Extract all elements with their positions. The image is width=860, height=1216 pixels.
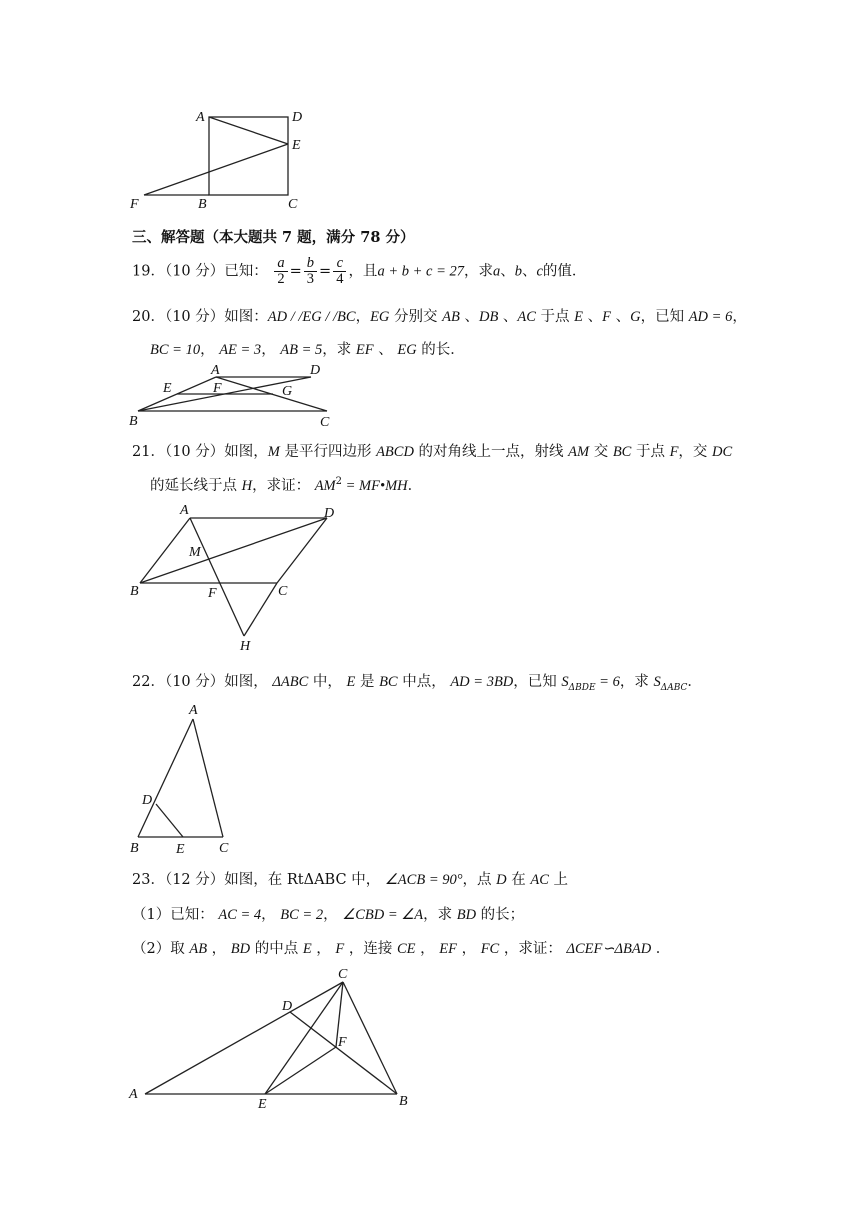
q20-sep: 、 [459,309,479,325]
q23-end: ． [651,941,671,957]
q23-bc-val: BC = 2 [280,907,324,923]
label-d: D [310,363,321,378]
q22-eq6: = 6 [595,674,620,690]
label-d: D [142,793,153,808]
q23-intro: 23．（12 分）如图，在 [132,872,287,888]
q21-exponent: 2 [335,476,343,488]
q20-eg: EG [370,309,390,325]
q23-text: 中， [346,872,385,888]
frac-numerator: b [304,256,317,272]
q20-e: E [574,309,584,325]
q22-text: 是 [355,674,380,690]
question-23-part1 [132,903,524,924]
label-f: F [208,586,217,601]
q20-text: 于点 [535,309,575,325]
q20-sep: ， [355,309,371,325]
q23-text: ，求 [423,907,457,923]
q20-text: ，已知 [640,309,689,325]
label-e: E [292,138,301,153]
segment-ch [244,583,277,636]
segment-cd [277,518,327,583]
label-a: A [180,503,189,518]
q23-ce: CE [397,941,416,957]
q20-parallel: AD / /EG / /BC [267,309,356,325]
q23-text: 的长； [476,907,525,923]
label-e: E [163,381,172,396]
segment-bd [140,518,327,583]
q21-dc: DC [712,444,733,460]
label-a: A [196,110,205,125]
q21-mfmh: = MF•MH [342,478,408,494]
label-b: B [130,841,139,856]
q21-h: H [241,478,253,494]
q20-sep: 、 [373,342,398,358]
q19-score: （10 分） [164,263,225,280]
q23-ab: AB [189,941,208,957]
q23-text: 上 [548,872,568,888]
q22-text: 中， [308,674,347,690]
q22-e: E [346,674,356,690]
q19-text-and: ，且 [348,263,378,280]
q22-text: 中点， [397,674,451,690]
q19-number: 19． [132,263,165,280]
q23-ac: AC [530,872,549,888]
q22-text: ，求 [619,674,654,690]
q20-ac: AC [517,309,536,325]
q23-p2-label: （2）取 [132,941,190,957]
segment-ab [140,518,190,583]
q23-angle-eq: ∠CBD = ∠A [342,907,424,923]
q20-text: ，求 [322,342,356,358]
q23-ac-val: AC = 4 [218,907,262,923]
segment-de [156,804,183,837]
q21-text: 交 [589,444,613,460]
q23-e: E [302,941,312,957]
segment-ec [265,982,343,1094]
figure-top [120,100,320,215]
q21-am-sq: AM [314,478,336,494]
q21-bc: BC [612,444,632,460]
q23-sep: ， [207,941,231,957]
q20-f: F [602,309,611,325]
q21-end: ． [407,478,423,494]
fraction-b-over-3 [304,256,317,287]
question-20-line2 [150,338,465,359]
label-c: C [278,584,288,599]
q21-text: ，交 [678,444,713,460]
q23-d: D [496,872,507,888]
q20-db: DB [478,309,499,325]
q20-text: 的长． [416,342,465,358]
var-b: b [514,263,522,280]
separator: 、 [521,263,537,280]
segment-db [290,1012,397,1094]
q22-sub-abc: ΔABC [660,682,688,693]
q23-bd: BD [456,907,477,923]
label-d: D [324,506,335,521]
label-g: G [282,384,293,399]
q20-intro: 20．（10 分）如图： [132,309,268,325]
label-b: B [399,1094,408,1109]
question-19: 19．（10 分）已知： $\frac{a}{2}$ = $\frac{b}{3}$ = $\frac{c}{4}$ ，且a + b + c = 27，求a、b、c的值． [132,255,587,287]
q23-similar: ΔCEF∽ΔBAD [566,941,652,957]
fraction-a-over-2 [274,256,287,287]
segment-fe [144,144,288,195]
figure-q22 [125,700,245,860]
q20-ab: AB [442,309,460,325]
figure-q21 [120,495,350,657]
segment-ae [209,117,288,144]
segment-ef [265,1047,336,1094]
q23-text: 的中点 [250,941,303,957]
q22-sub-bde: ΔBDE [568,682,596,693]
q21-text: 的延长线于点 [150,478,242,494]
q21-abcd: ABCD [376,444,414,460]
q22-end: ． [687,674,702,690]
label-m: M [189,545,201,560]
segment-ac [193,719,223,837]
section-heading: 三、解答题（本大题共 7 题，满分 78 分） [132,229,415,246]
q23-rt-abc: RtΔABC [286,872,347,888]
label-f: F [338,1035,347,1050]
q22-abc: ΔABC [272,674,309,690]
q23-sep: ， [311,941,336,957]
q23-sep: ， [415,941,440,957]
question-23 [132,868,568,889]
frac-denominator: 4 [336,271,344,287]
label-b: B [198,197,207,212]
segment-ac [145,982,343,1094]
q21-intro: 21．（10 分）如图， [132,444,268,460]
label-a: A [189,703,198,718]
q22-intro: 22．（10 分）如图， [132,674,273,690]
var-a: a [492,263,501,280]
segment-ab [138,719,193,837]
question-23-part2 [132,937,670,958]
q21-text: 的对角线上一点，射线 [413,444,569,460]
q20-sep: 、 [583,309,603,325]
label-a: A [129,1087,138,1102]
label-f: F [213,381,222,396]
q23-sep: ， [323,907,343,923]
q22-text: ，已知 [513,674,562,690]
q21-am: AM [568,444,590,460]
q20-ad: AD = 6 [688,309,733,325]
q23-text: ，点 [462,872,497,888]
label-b: B [129,414,138,429]
q23-sep: ， [456,941,481,957]
q19-text-find: ，求 [463,263,493,280]
q23-text: ，连接 [344,941,397,957]
label-d: D [282,999,293,1014]
q19-text-end: 的值． [542,263,587,280]
q23-f: F [335,941,345,957]
label-e: E [176,842,185,857]
q21-text: 于点 [631,444,670,460]
q20-sep: 、 [498,309,518,325]
q20-ae: AE = 3 [219,342,262,358]
label-a: A [211,363,220,378]
q20-g: G [630,309,641,325]
frac-numerator: a [274,256,287,272]
q20-sep: 、 [611,309,631,325]
q21-m: M [267,444,280,460]
q21-text: ，求证： [252,478,315,494]
q22-ad: AD = 3BD [450,674,514,690]
figure-q23 [120,960,420,1115]
question-21-line1 [132,440,732,461]
q20-ef: EF [355,342,374,358]
label-c: C [338,967,348,982]
q23-text: ，求证： [499,941,567,957]
q20-sep: ， [200,342,220,358]
q23-bd2: BD [230,941,251,957]
question-22 [132,670,702,693]
q19-expression: a + b + c = 27 [377,263,464,280]
q20-ab-value: AB = 5 [280,342,323,358]
q23-angle: ∠ACB = 90° [384,872,463,888]
question-20-line1 [132,305,747,326]
q20-bc: BC = 10 [150,342,201,358]
label-e: E [258,1097,267,1112]
frac-numerator: c [333,256,346,272]
segment-ah [190,518,244,636]
label-d: D [292,110,303,125]
q20-eg-len: EG [397,342,417,358]
square-abcd [209,117,288,195]
q22-bc: BC [379,674,398,690]
label-c: C [219,841,229,856]
label-h: H [240,639,251,654]
label-c: C [320,415,330,430]
q23-p1-label: （1）已知： [132,907,219,923]
frac-denominator: 2 [277,271,285,287]
separator: 、 [500,263,515,280]
q21-text: 是平行四边形 [279,444,377,460]
var-c: c [536,263,543,280]
fraction-c-over-4 [333,256,346,287]
q23-text: 在 [506,872,531,888]
label-f: F [130,197,139,212]
q23-ef: EF [439,941,457,957]
q21-f: F [669,444,679,460]
q20-sep: ， [732,309,747,325]
q22-s: S [561,674,569,690]
q19-text-known: 已知： [224,263,268,280]
q22-s2: S [653,674,661,690]
label-c: C [288,197,298,212]
q20-sep: ， [261,342,281,358]
q20-text: 分别交 [389,309,443,325]
frac-denominator: 3 [306,271,315,287]
q23-sep: ， [261,907,281,923]
figure-q20 [125,360,355,430]
question-21-line2 [150,474,422,495]
q23-fc: FC [480,941,500,957]
segment-cb [343,982,397,1094]
label-b: B [130,584,139,599]
